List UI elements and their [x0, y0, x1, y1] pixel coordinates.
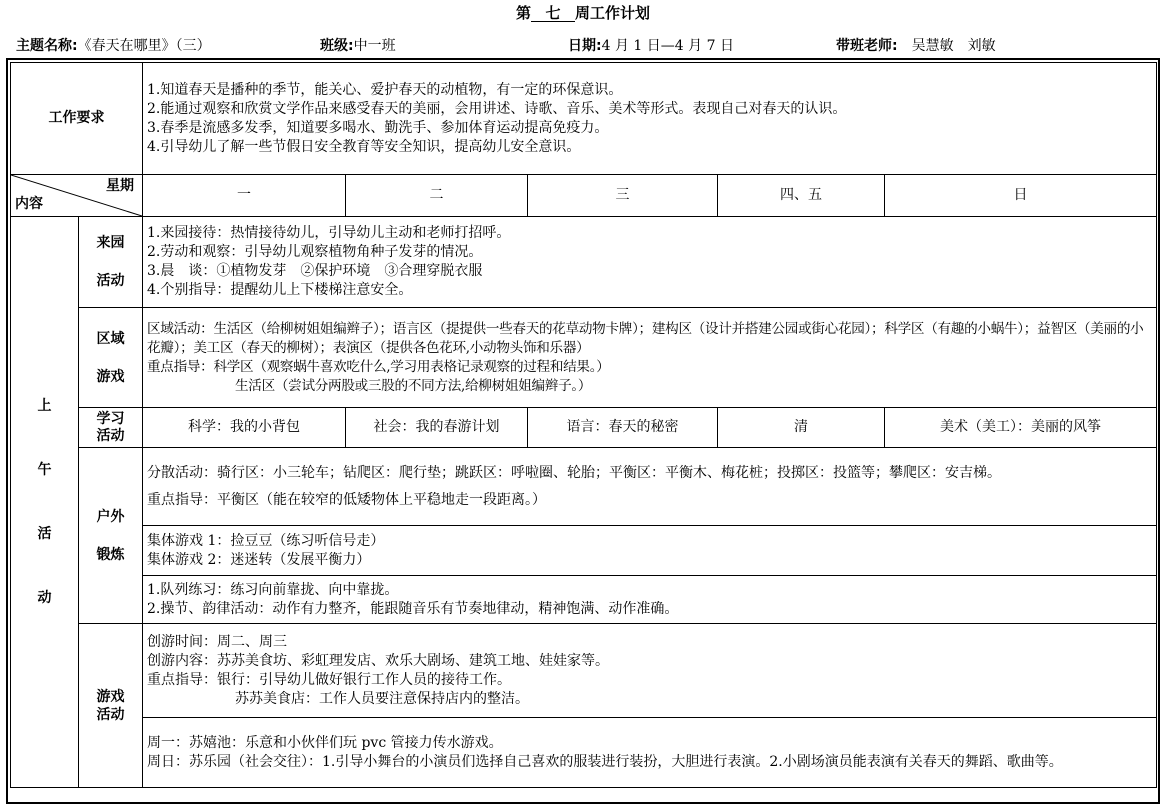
learning-thu-fri: 清: [718, 408, 885, 448]
class: [320, 35, 396, 55]
teacher-value: 吴慧敏 刘敏: [911, 38, 996, 54]
games-other-row: [11, 718, 1157, 788]
area-games-label: [79, 308, 143, 408]
learning-label: [79, 408, 143, 448]
games-creative-row: [11, 624, 1157, 718]
week-number: 七: [531, 5, 575, 22]
section-char: 动: [37, 590, 52, 606]
arrival-label: [79, 217, 143, 308]
outdoor-free-row: [11, 448, 1157, 526]
label-part: 游戏: [96, 368, 125, 385]
outdoor-free-content: [143, 448, 1157, 526]
label-part: 活动: [96, 706, 125, 723]
title-prefix: 第: [515, 4, 531, 22]
creative-line: 创游时间：周二、周三: [147, 633, 287, 650]
games-label: [79, 624, 143, 788]
requirement-line: 4.引导幼儿了解一些节假日安全教育等安全知识，提高幼儿安全意识。: [147, 138, 581, 155]
label-part: 游戏: [96, 688, 125, 705]
group-game-line: 集体游戏 2：迷迷转（发展平衡力）: [147, 551, 371, 568]
diag-top-label: 星期: [106, 178, 134, 194]
arrival-line: 2.劳动和观察：引导幼儿观察植物角种子发芽的情况。: [147, 244, 483, 260]
area-games-content: [143, 308, 1157, 408]
outdoor-free-text: 分散活动：骑行区：小三轮车；钻爬区：爬行垫；跳跃区：呼啦圈、轮胎；平衡区：平衡木、梅花桩；投掷区：投篮等；攀爬区：安吉梯。: [147, 464, 1001, 481]
theme-label: 主题名称:: [16, 38, 78, 54]
requirement-line: 1.知道春天是播种的季节，能关心、爱护春天的动植物，有一定的环保意识。: [147, 81, 623, 98]
plan-table-frame: [6, 58, 1160, 804]
learning-mon: 科学：我的小背包: [143, 408, 346, 448]
label-part: 区域: [96, 330, 125, 347]
date: [568, 35, 734, 55]
label-part: 来园: [96, 235, 125, 251]
diag-bottom-label: 内容: [15, 196, 43, 212]
arrival-content: [143, 217, 1157, 308]
label-part: 户外: [96, 508, 125, 525]
area-focus-life-text: 生活区（尝试分两股或三股的不同方法,给柳树姐姐编辫子。）: [235, 377, 592, 394]
weekday-header-row: [11, 175, 1157, 217]
class-value: 中一班: [353, 38, 396, 54]
drill-line: 2.操节、韵律活动：动作有力整齐，能跟随音乐有节奏地律动，精神饱满、动作准确。: [147, 600, 679, 617]
section-char: 午: [37, 462, 52, 478]
date-value: 4 月 1 日—4 月 7 日: [601, 38, 734, 54]
arrival-row: [11, 217, 1157, 308]
outdoor-free-focus: 重点指导：平衡区（能在较窄的低矮物体上平稳地走一段距离。）: [147, 491, 546, 508]
games-other-content: [143, 718, 1157, 788]
games-creative-content: [143, 624, 1157, 718]
day-header-mon: 一: [143, 175, 346, 217]
morning-activities-label: [11, 217, 79, 788]
day-header-thu-fri: 四、五: [718, 175, 885, 217]
label-part: 锻炼: [96, 546, 125, 563]
day-header-sun: 日: [885, 175, 1157, 217]
requirement-line: 3.春季是流感多发季，知道要多喝水、勤洗手、参加体育运动提高免疫力。: [147, 119, 609, 136]
section-char: 活: [37, 526, 52, 542]
theme: [16, 35, 211, 55]
arrival-line: 3.晨 谈：①植物发芽 ②保护环境 ③合理穿脱衣服: [147, 263, 483, 279]
outdoor-label: [79, 448, 143, 624]
games-other-line: 周日：苏乐园（社会交往）：1.引导小舞台的小演员们选择自己喜欢的服装进行装扮，大胆进行表演。2.小剧场演员能表演有关春天的舞蹈、歌曲等。: [147, 753, 1063, 770]
day-header-tue: 二: [346, 175, 528, 217]
label-part: 活动: [96, 427, 125, 444]
requirements-label: 工作要求: [11, 63, 143, 175]
page-title: [0, 2, 1166, 23]
requirements-row: [11, 63, 1157, 175]
learning-wed: 语言：春天的秘密: [528, 408, 718, 448]
area-games-row: [11, 308, 1157, 408]
teacher: [836, 35, 996, 55]
arrival-line: 4.个别指导：提醒幼儿上下楼梯注意安全。: [147, 282, 413, 298]
learning-sun: 美术（美工）：美丽的风筝: [885, 408, 1157, 448]
class-label: 班级:: [320, 38, 354, 54]
date-label: 日期:: [568, 38, 602, 54]
arrival-line: 1.来园接待：热情接待幼儿，引导幼儿主动和老师打招呼。: [147, 225, 511, 241]
drill-line: 1.队列练习：练习向前靠拢、向中靠拢。: [147, 581, 399, 598]
requirements-content: [143, 63, 1157, 175]
creative-line: 创游内容：苏苏美食坊、彩虹理发店、欢乐大剧场、建筑工地、娃娃家等。: [147, 652, 609, 669]
label-part: 活动: [96, 273, 125, 289]
area-activities-text: 区域活动：生活区（给柳树姐姐编辫子）；语言区（提提供一些春天的花草动物卡牌）；建构区（设计并搭建公园或街心花园）；科学区（有趣的小蜗牛）；益智区（美丽的小花瓣）；美工区（春天的柳树）；表演区（提供各色花环,小动物头饰和乐器）: [147, 320, 1144, 356]
creative-line: 重点指导：银行：引导幼儿做好银行工作人员的接待工作。: [147, 671, 511, 688]
requirement-line: 2.能通过观察和欣赏文学作品来感受春天的美丽，会用讲述、诗歌、音乐、美术等形式。表现自己对春天的认识。: [147, 100, 847, 117]
outdoor-drill-row: [11, 576, 1157, 624]
meta-row: [0, 35, 1166, 55]
title-suffix: 周工作计划: [575, 4, 651, 22]
day-header-wed: 三: [528, 175, 718, 217]
area-focus-text: 重点指导：科学区（观察蜗牛喜欢吃什么,学习用表格记录观察的过程和结果。）: [147, 358, 610, 375]
section-char: 上: [37, 398, 52, 414]
plan-table: [10, 62, 1157, 788]
theme-value: 《春天在哪里》（三）: [77, 38, 211, 54]
outdoor-group-content: [143, 526, 1157, 576]
label-part: 学习: [96, 410, 125, 427]
group-game-line: 集体游戏 1：捡豆豆（练习听信号走）: [147, 532, 385, 549]
learning-tue: 社会：我的春游计划: [346, 408, 528, 448]
outdoor-group-row: [11, 526, 1157, 576]
games-other-line: 周一：苏嬉池：乐意和小伙伴们玩 pvc 管接力传水游戏。: [147, 734, 503, 751]
diagonal-header-cell: [11, 175, 143, 217]
creative-line-indent: 苏苏美食店：工作人员要注意保持店内的整洁。: [235, 690, 529, 707]
outdoor-drill-content: [143, 576, 1157, 624]
learning-row: [11, 408, 1157, 448]
teacher-label: 带班老师:: [836, 38, 898, 54]
